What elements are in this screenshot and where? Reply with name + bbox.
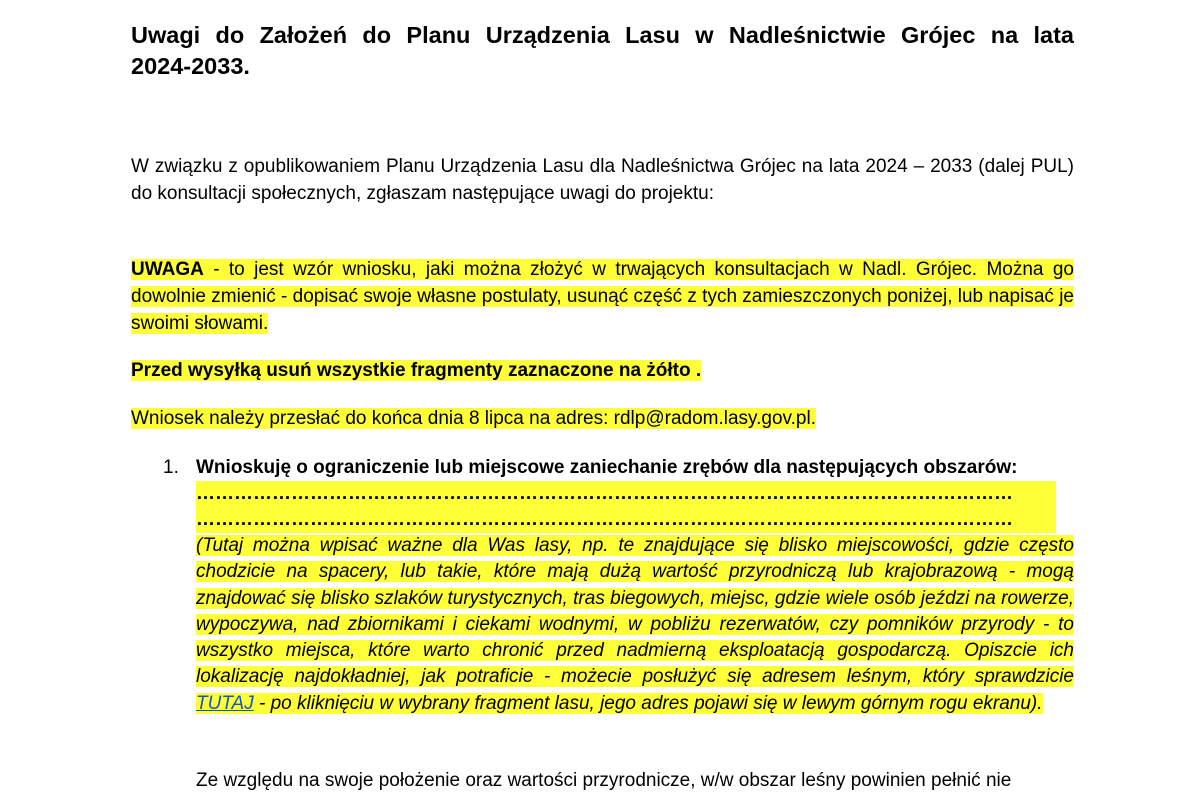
bottom-paragraph: Ze względu na swoje położenie oraz wartości przyrodnicze, w/w obszar leśny powinien pełnić nie [196, 770, 1012, 791]
warning-text: - to jest wzór wniosku, jaki można złożyć w trwających konsultacjach w Nadl. Grójec. Można go dowolnie zmienić - dopisać swoje własne postulaty, usunąć część z tych zamieszczonych poniżej, lub napisać je swoimi słowami. [131, 259, 1074, 334]
warning-paragraph [131, 256, 1074, 337]
document-title: Uwagi do Założeń do Planu Urządzenia Lasu w Nadleśnictwie Grójec na lata 2024-2033. [131, 22, 1074, 79]
fill-in-line-2: ………………………………………………………………………………………………………………… [196, 507, 1056, 533]
list-item-number: 1. [163, 457, 179, 478]
forest-address-link[interactable]: TUTAJ [196, 692, 254, 714]
instruction-note [196, 533, 1074, 717]
note-text-after-link: - po kliknięciu w wybrany fragment lasu, jego adres pojawi się w lewym górnym rogu ekranu). [253, 692, 1043, 714]
send-info-text: Wniosek należy przesłać do końca dnia 8 lipca na adres: rdlp@radom.lasy.gov.pl. [131, 408, 816, 429]
intro-paragraph: W związku z opublikowaniem Planu Urządzenia Lasu dla Nadleśnictwa Grójec na lata 2024 – 2033 (dalej PUL) do konsultacji społecznych, zgłaszam następujące uwagi do projektu: [131, 156, 1074, 204]
warning-label: UWAGA [131, 259, 204, 280]
send-info-paragraph [131, 405, 1074, 432]
list-item-heading: Wnioskuję o ograniczenie lub miejscowe zaniechanie zrębów dla następujących obszarów: [196, 457, 1018, 478]
before-sending-paragraph [131, 357, 1074, 384]
note-text-before-link: (Tutaj można wpisać ważne dla Was lasy, np. te znajdujące się blisko miejscowości, gdzie często chodzicie na spacery, lub takie, które mają dużą wartość przyrodniczą lub krajobrazową - mogą znajdować się blisko szlaków turystycznych, tras biegowych, miejsc, gdzie wiele osób jeździ na rowerze, wypoczywa, nad zbiornikami i ciekami wodnymi, w pobliżu rezerwatów, czy pomników przyrody - to wszystko miejsca, które warto chronić przed nadmierną eksploatacją gospodarczą. Opiszcie ich lokalizację najdokładniej, jak potraficie - możecie posłużyć się adresem leśnym, który sprawdzicie [196, 535, 1074, 688]
fill-in-line-1: ………………………………………………………………………………………………………………… [196, 481, 1056, 507]
before-sending-text: Przed wysyłką usuń wszystkie fragmenty zaznaczone na żółto . [131, 360, 702, 381]
